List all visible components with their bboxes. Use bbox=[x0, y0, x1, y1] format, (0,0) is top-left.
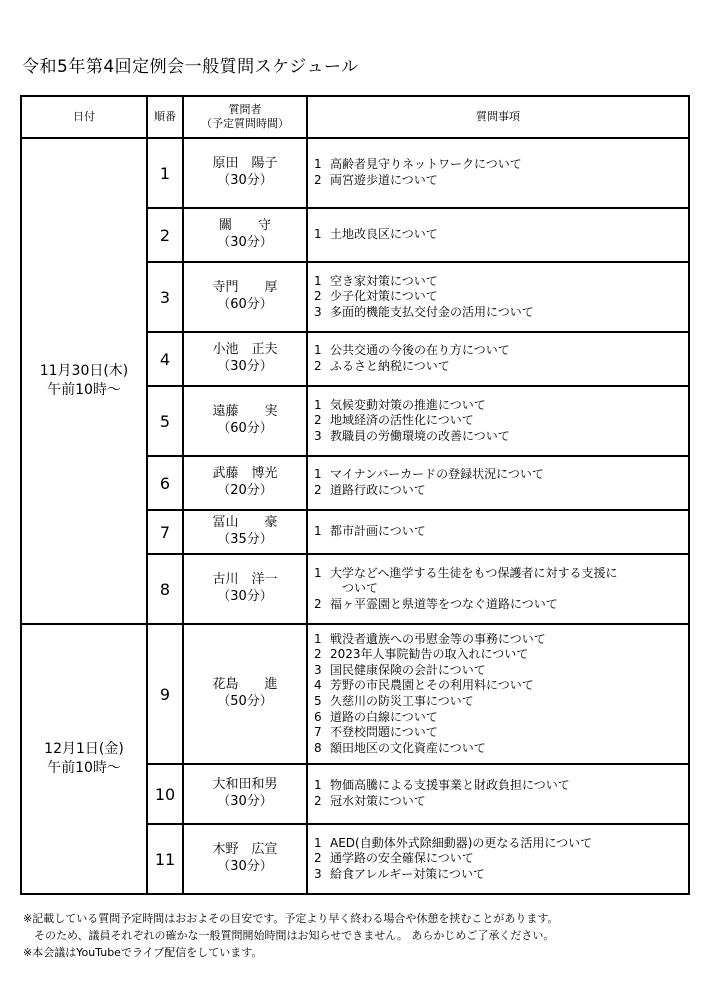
topic-text: 多面的機能支払交付金の活用について bbox=[330, 304, 534, 319]
topics-cell bbox=[307, 332, 689, 386]
topic-text: 教職員の労働環境の改善について bbox=[330, 428, 510, 443]
topic-item bbox=[314, 597, 688, 613]
topic-item bbox=[314, 867, 688, 883]
topic-text: 地域経済の活性化について bbox=[330, 413, 474, 428]
topic-item bbox=[314, 359, 688, 375]
topic-number: 6 bbox=[314, 709, 322, 724]
order-number: 3 bbox=[147, 262, 183, 332]
questioner-name: 小池 正夫 bbox=[212, 342, 278, 358]
question-time: （30分） bbox=[217, 235, 273, 250]
topic-number: 3 bbox=[314, 662, 322, 677]
topic-number: 1 bbox=[314, 778, 322, 793]
topic-number: 2 bbox=[314, 851, 322, 866]
time-line: 午前10時～ bbox=[47, 760, 121, 776]
questioner-name: 古川 洋一 bbox=[212, 572, 278, 588]
topic-text: AED(自動体外式除細動器)の更なる活用について bbox=[330, 835, 593, 850]
topics-cell bbox=[307, 262, 689, 332]
topic-item bbox=[314, 836, 688, 852]
footnotes bbox=[23, 910, 558, 961]
topic-number: 1 bbox=[314, 397, 322, 412]
topic-text: 都市計画について bbox=[330, 524, 426, 539]
topic-text: 給食アレルギー対策について bbox=[330, 866, 485, 881]
topic-number: 2 bbox=[314, 483, 322, 497]
topic-number: 3 bbox=[314, 304, 322, 319]
topic-number: 3 bbox=[314, 428, 322, 443]
topic-item bbox=[314, 413, 688, 429]
date-cell bbox=[21, 624, 147, 894]
topic-text: 福ヶ平霊園と県道等をつなぐ道路について bbox=[330, 596, 558, 611]
questioner-name: 遠藤 実 bbox=[212, 404, 278, 420]
topic-item bbox=[314, 794, 688, 810]
topic-item bbox=[314, 289, 688, 305]
topics-cell bbox=[307, 624, 689, 764]
footnote: そのため、議員それぞれの確かな一般質問開始時間はお知らせできません。 あらかじめご了承ください。 bbox=[23, 929, 555, 943]
topic-text: 不登校問題について bbox=[330, 725, 438, 740]
topics-cell bbox=[307, 510, 689, 554]
topic-text: 高齢者見守りネットワークについて bbox=[330, 157, 522, 172]
question-time: （20分） bbox=[217, 483, 273, 498]
topic-item bbox=[314, 173, 688, 189]
topic-item bbox=[314, 741, 688, 757]
topic-item bbox=[314, 725, 688, 741]
questioner-cell bbox=[183, 138, 307, 208]
topics-cell bbox=[307, 554, 689, 624]
question-time: （30分） bbox=[217, 173, 273, 188]
topic-item bbox=[314, 663, 688, 679]
page-title: 令和5年第4回定例会一般質問スケジュール bbox=[22, 57, 359, 77]
topic-text: 額田地区の文化資産について bbox=[330, 740, 486, 755]
topic-text: 戦没者遺族への弔慰金等の事務について bbox=[330, 631, 546, 646]
topic-item bbox=[314, 851, 688, 867]
topic-text: 物価高騰による支援事業と財政負担について bbox=[330, 778, 570, 793]
header-order: 順番 bbox=[147, 96, 183, 138]
questioner-name: 冨山 豪 bbox=[212, 515, 278, 531]
topic-text: 公共交通の今後の在り方について bbox=[330, 343, 510, 358]
footnote: ※記載している質問予定時間はおおよその目安です。予定より早く終わる場合や休憩を挟むことがあります。 bbox=[23, 912, 559, 925]
questioner-name: 花島 進 bbox=[212, 677, 278, 693]
topic-item bbox=[314, 678, 688, 694]
topic-text: 久慈川の防災工事について bbox=[330, 694, 474, 708]
topic-item bbox=[314, 157, 688, 173]
topics-cell bbox=[307, 208, 689, 262]
questioner-cell bbox=[183, 208, 307, 262]
questioner-name: 關 守 bbox=[218, 218, 271, 234]
topic-number: 1 bbox=[314, 631, 322, 646]
header-questioner bbox=[183, 96, 307, 138]
questioner-name: 大和田和男 bbox=[212, 777, 278, 793]
topic-number: 1 bbox=[314, 227, 322, 242]
topic-number: 8 bbox=[314, 740, 322, 755]
topic-text: 道路の白線について bbox=[330, 709, 438, 724]
topics-cell bbox=[307, 138, 689, 208]
topic-text: 道路行政について bbox=[330, 483, 426, 497]
schedule-table bbox=[20, 95, 690, 895]
topic-item bbox=[314, 429, 688, 445]
question-time: （30分） bbox=[217, 589, 273, 604]
topic-item bbox=[314, 343, 688, 359]
topic-text: ふるさと納税について bbox=[330, 359, 450, 373]
topic-number: 1 bbox=[314, 157, 322, 172]
time-line: 午前10時～ bbox=[47, 382, 121, 398]
topic-item bbox=[314, 694, 688, 710]
questioner-name: 原田 陽子 bbox=[212, 156, 278, 172]
topic-text: 空き家対策について bbox=[330, 273, 438, 288]
topic-text: 土地改良区について bbox=[330, 227, 438, 242]
topic-text: 両宮遊歩道について bbox=[330, 173, 438, 187]
topic-number: 4 bbox=[314, 678, 322, 693]
topic-item bbox=[314, 398, 688, 414]
topics-cell bbox=[307, 456, 689, 510]
header-row bbox=[21, 96, 689, 138]
question-time: （60分） bbox=[217, 421, 273, 436]
topic-item bbox=[314, 778, 688, 794]
questioner-cell bbox=[183, 554, 307, 624]
question-time: （30分） bbox=[217, 359, 273, 374]
topics-cell bbox=[307, 764, 689, 824]
questioner-cell bbox=[183, 510, 307, 554]
topic-item bbox=[314, 524, 688, 540]
date-line: 11月30日(木) bbox=[39, 363, 129, 380]
table-row bbox=[21, 624, 689, 764]
header-questioner-line1: 質問者 bbox=[228, 103, 262, 117]
topic-item bbox=[314, 274, 688, 290]
questioner-cell bbox=[183, 262, 307, 332]
topic-number: 1 bbox=[314, 343, 322, 358]
questioner-name: 武藤 博光 bbox=[212, 466, 278, 482]
topic-text: 気候変動対策の推進について bbox=[330, 397, 486, 412]
topic-number: 2 bbox=[314, 647, 322, 662]
order-number: 9 bbox=[147, 624, 183, 764]
topic-text: 少子化対策について bbox=[330, 289, 438, 304]
order-number: 8 bbox=[147, 554, 183, 624]
topic-item bbox=[314, 632, 688, 648]
topic-number: 2 bbox=[314, 359, 322, 373]
topic-text: 大学などへ進学する生徒をもつ保護者に対する支援に ついて bbox=[330, 565, 618, 596]
topic-item bbox=[314, 710, 688, 726]
questioner-cell bbox=[183, 386, 307, 456]
topic-item bbox=[314, 483, 688, 499]
date-cell bbox=[21, 138, 147, 624]
question-time: （35分） bbox=[217, 532, 273, 547]
topic-number: 2 bbox=[314, 413, 322, 428]
topic-item bbox=[314, 227, 688, 243]
questioner-name: 寺門 厚 bbox=[212, 280, 278, 296]
footnote: ※本会議はYouTubeでライブ配信をしています。 bbox=[23, 946, 263, 960]
topics-cell bbox=[307, 824, 689, 894]
order-number: 2 bbox=[147, 208, 183, 262]
topic-item bbox=[314, 305, 688, 321]
topics-cell bbox=[307, 386, 689, 456]
topic-number: 7 bbox=[314, 725, 322, 740]
header-topics: 質問事項 bbox=[307, 96, 689, 138]
header-questioner-line2: （予定質問時間） bbox=[201, 117, 289, 130]
order-number: 7 bbox=[147, 510, 183, 554]
order-number: 10 bbox=[147, 764, 183, 824]
topic-number: 2 bbox=[314, 173, 322, 187]
topic-number: 2 bbox=[314, 596, 322, 611]
question-time: （60分） bbox=[217, 297, 273, 312]
order-number: 11 bbox=[147, 824, 183, 894]
topic-number: 1 bbox=[314, 273, 322, 288]
topic-number: 3 bbox=[314, 866, 322, 881]
questioner-cell bbox=[183, 456, 307, 510]
questioner-cell bbox=[183, 824, 307, 894]
questioner-cell bbox=[183, 764, 307, 824]
topic-text: 冠水対策について bbox=[330, 794, 426, 808]
date-line: 12月1日(金) bbox=[44, 741, 124, 758]
order-number: 5 bbox=[147, 386, 183, 456]
topic-text: 国民健康保険の会計について bbox=[330, 662, 486, 677]
question-time: （30分） bbox=[217, 794, 273, 809]
questioner-cell bbox=[183, 624, 307, 764]
question-time: （50分） bbox=[217, 694, 273, 709]
questioner-cell bbox=[183, 332, 307, 386]
topic-item bbox=[314, 647, 688, 663]
topic-number: 1 bbox=[314, 467, 322, 482]
topic-number: 2 bbox=[314, 794, 322, 808]
order-number: 6 bbox=[147, 456, 183, 510]
topic-number: 1 bbox=[314, 835, 322, 850]
topic-text: 2023年人事院勧告の取入れについて bbox=[330, 647, 529, 662]
topic-text: 芳野の市民農園とその利用料について bbox=[330, 678, 534, 693]
topic-number: 2 bbox=[314, 289, 322, 304]
topic-number: 1 bbox=[314, 524, 322, 539]
questioner-name: 木野 広宣 bbox=[212, 842, 278, 858]
question-time: （30分） bbox=[217, 859, 273, 874]
order-number: 4 bbox=[147, 332, 183, 386]
topic-item bbox=[314, 566, 688, 597]
order-number: 1 bbox=[147, 138, 183, 208]
topic-number: 5 bbox=[314, 694, 322, 708]
header-date: 日付 bbox=[21, 96, 147, 138]
topic-number: 1 bbox=[314, 565, 322, 580]
topic-item bbox=[314, 467, 688, 483]
table-row bbox=[21, 138, 689, 208]
topic-text: マイナンバーカードの登録状況について bbox=[330, 467, 544, 482]
topic-text: 通学路の安全確保について bbox=[330, 851, 474, 866]
